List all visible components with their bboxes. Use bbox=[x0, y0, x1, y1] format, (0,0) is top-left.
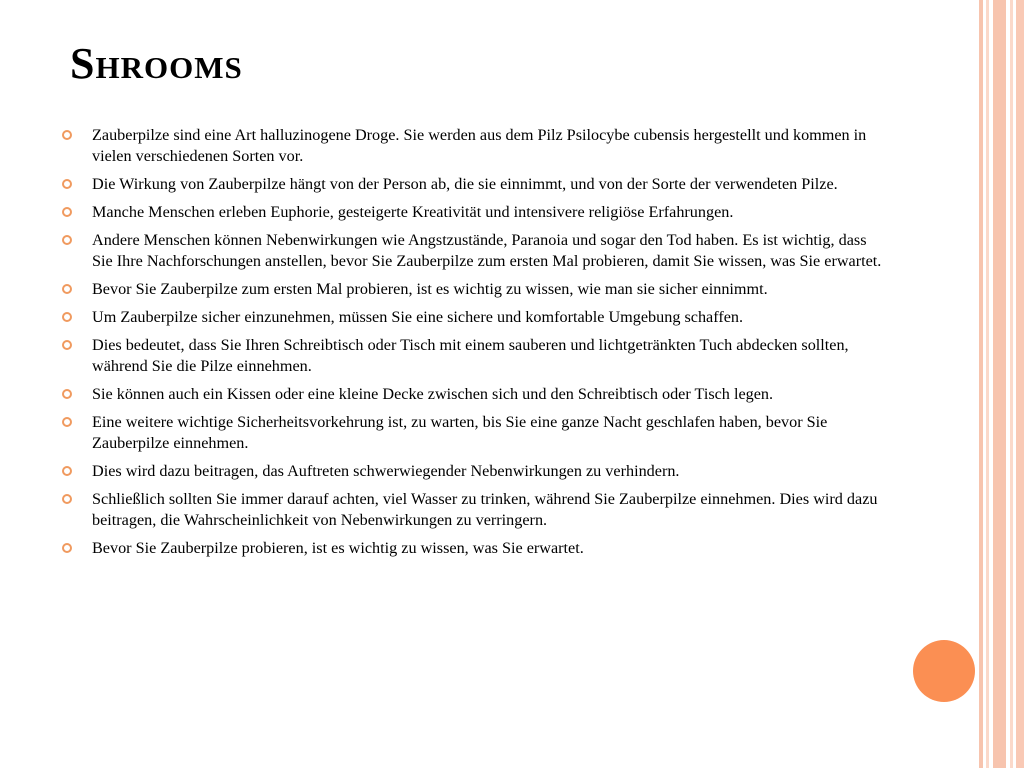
ring-bullet-icon bbox=[62, 207, 72, 217]
bullet-item bbox=[62, 538, 882, 559]
ring-bullet-icon bbox=[62, 340, 72, 350]
ring-bullet-icon bbox=[62, 179, 72, 189]
decorative-stripe bbox=[986, 0, 989, 768]
ring-bullet-icon bbox=[62, 389, 72, 399]
bullet-item bbox=[62, 384, 882, 405]
ring-bullet-icon bbox=[62, 494, 72, 504]
bullet-item bbox=[62, 125, 882, 167]
decorative-stripe bbox=[979, 0, 983, 768]
bullet-text: Dies bedeutet, dass Sie Ihren Schreibtisch oder Tisch mit einem sauberen und lichtgetränkten Tuch abdecken sollten, während Sie die Pilze einnehmen. bbox=[92, 336, 849, 375]
bullet-text: Bevor Sie Zauberpilze zum ersten Mal probieren, ist es wichtig zu wissen, wie man sie sicher einnimmt. bbox=[92, 280, 768, 298]
bullet-text: Die Wirkung von Zauberpilze hängt von der Person ab, die sie einnimmt, und von der Sorte der verwendeten Pilze. bbox=[92, 175, 838, 193]
ring-bullet-icon bbox=[62, 466, 72, 476]
bullet-text: Andere Menschen können Nebenwirkungen wie Angstzustände, Paranoia und sogar den Tod haben. Es ist wichtig, dass Sie Ihre Nachforschungen anstellen, bevor Sie Zauberpilze zum ersten Mal probieren, damit Sie wissen, was Sie erwartet. bbox=[92, 231, 882, 270]
decorative-stripe bbox=[1016, 0, 1024, 768]
slide-title: Shrooms bbox=[70, 39, 243, 88]
accent-circle bbox=[913, 640, 975, 702]
bullet-text: Eine weitere wichtige Sicherheitsvorkehrung ist, zu warten, bis Sie eine ganze Nacht geschlafen haben, bevor Sie Zauberpilze einnehmen. bbox=[92, 413, 828, 452]
bullet-text: Manche Menschen erleben Euphorie, gesteigerte Kreativität und intensivere religiöse Erfahrungen. bbox=[92, 203, 734, 221]
ring-bullet-icon bbox=[62, 417, 72, 427]
bullet-item bbox=[62, 202, 882, 223]
bullet-item bbox=[62, 230, 882, 272]
bullet-text: Um Zauberpilze sicher einzunehmen, müssen Sie eine sichere und komfortable Umgebung schaffen. bbox=[92, 308, 744, 326]
ring-bullet-icon bbox=[62, 543, 72, 553]
bullet-text: Schließlich sollten Sie immer darauf achten, viel Wasser zu trinken, während Sie Zauberpilze einnehmen. Dies wird dazu beitragen, die Wahrscheinlichkeit von Nebenwirkungen zu verringern. bbox=[92, 490, 878, 529]
bullet-text: Dies wird dazu beitragen, das Auftreten schwerwiegender Nebenwirkungen zu verhindern. bbox=[92, 462, 680, 480]
bullet-text: Sie können auch ein Kissen oder eine kleine Decke zwischen sich und den Schreibtisch oder Tisch legen. bbox=[92, 385, 774, 403]
bullet-item bbox=[62, 307, 882, 328]
ring-bullet-icon bbox=[62, 235, 72, 245]
ring-bullet-icon bbox=[62, 312, 72, 322]
bullet-list bbox=[62, 125, 882, 566]
bullet-text: Bevor Sie Zauberpilze probieren, ist es wichtig zu wissen, was Sie erwartet. bbox=[92, 539, 584, 557]
bullet-item bbox=[62, 279, 882, 300]
bullet-item bbox=[62, 489, 882, 531]
ring-bullet-icon bbox=[62, 130, 72, 140]
bullet-item bbox=[62, 461, 882, 482]
bullet-text: Zauberpilze sind eine Art halluzinogene Droge. Sie werden aus dem Pilz Psilocybe cubensis hergestellt und kommen in vielen verschiedenen Sorten vor. bbox=[92, 126, 867, 165]
bullet-item bbox=[62, 412, 882, 454]
ring-bullet-icon bbox=[62, 284, 72, 294]
decorative-stripe bbox=[1010, 0, 1013, 768]
bullet-item bbox=[62, 174, 882, 195]
bullet-item bbox=[62, 335, 882, 377]
decorative-stripe bbox=[993, 0, 1006, 768]
